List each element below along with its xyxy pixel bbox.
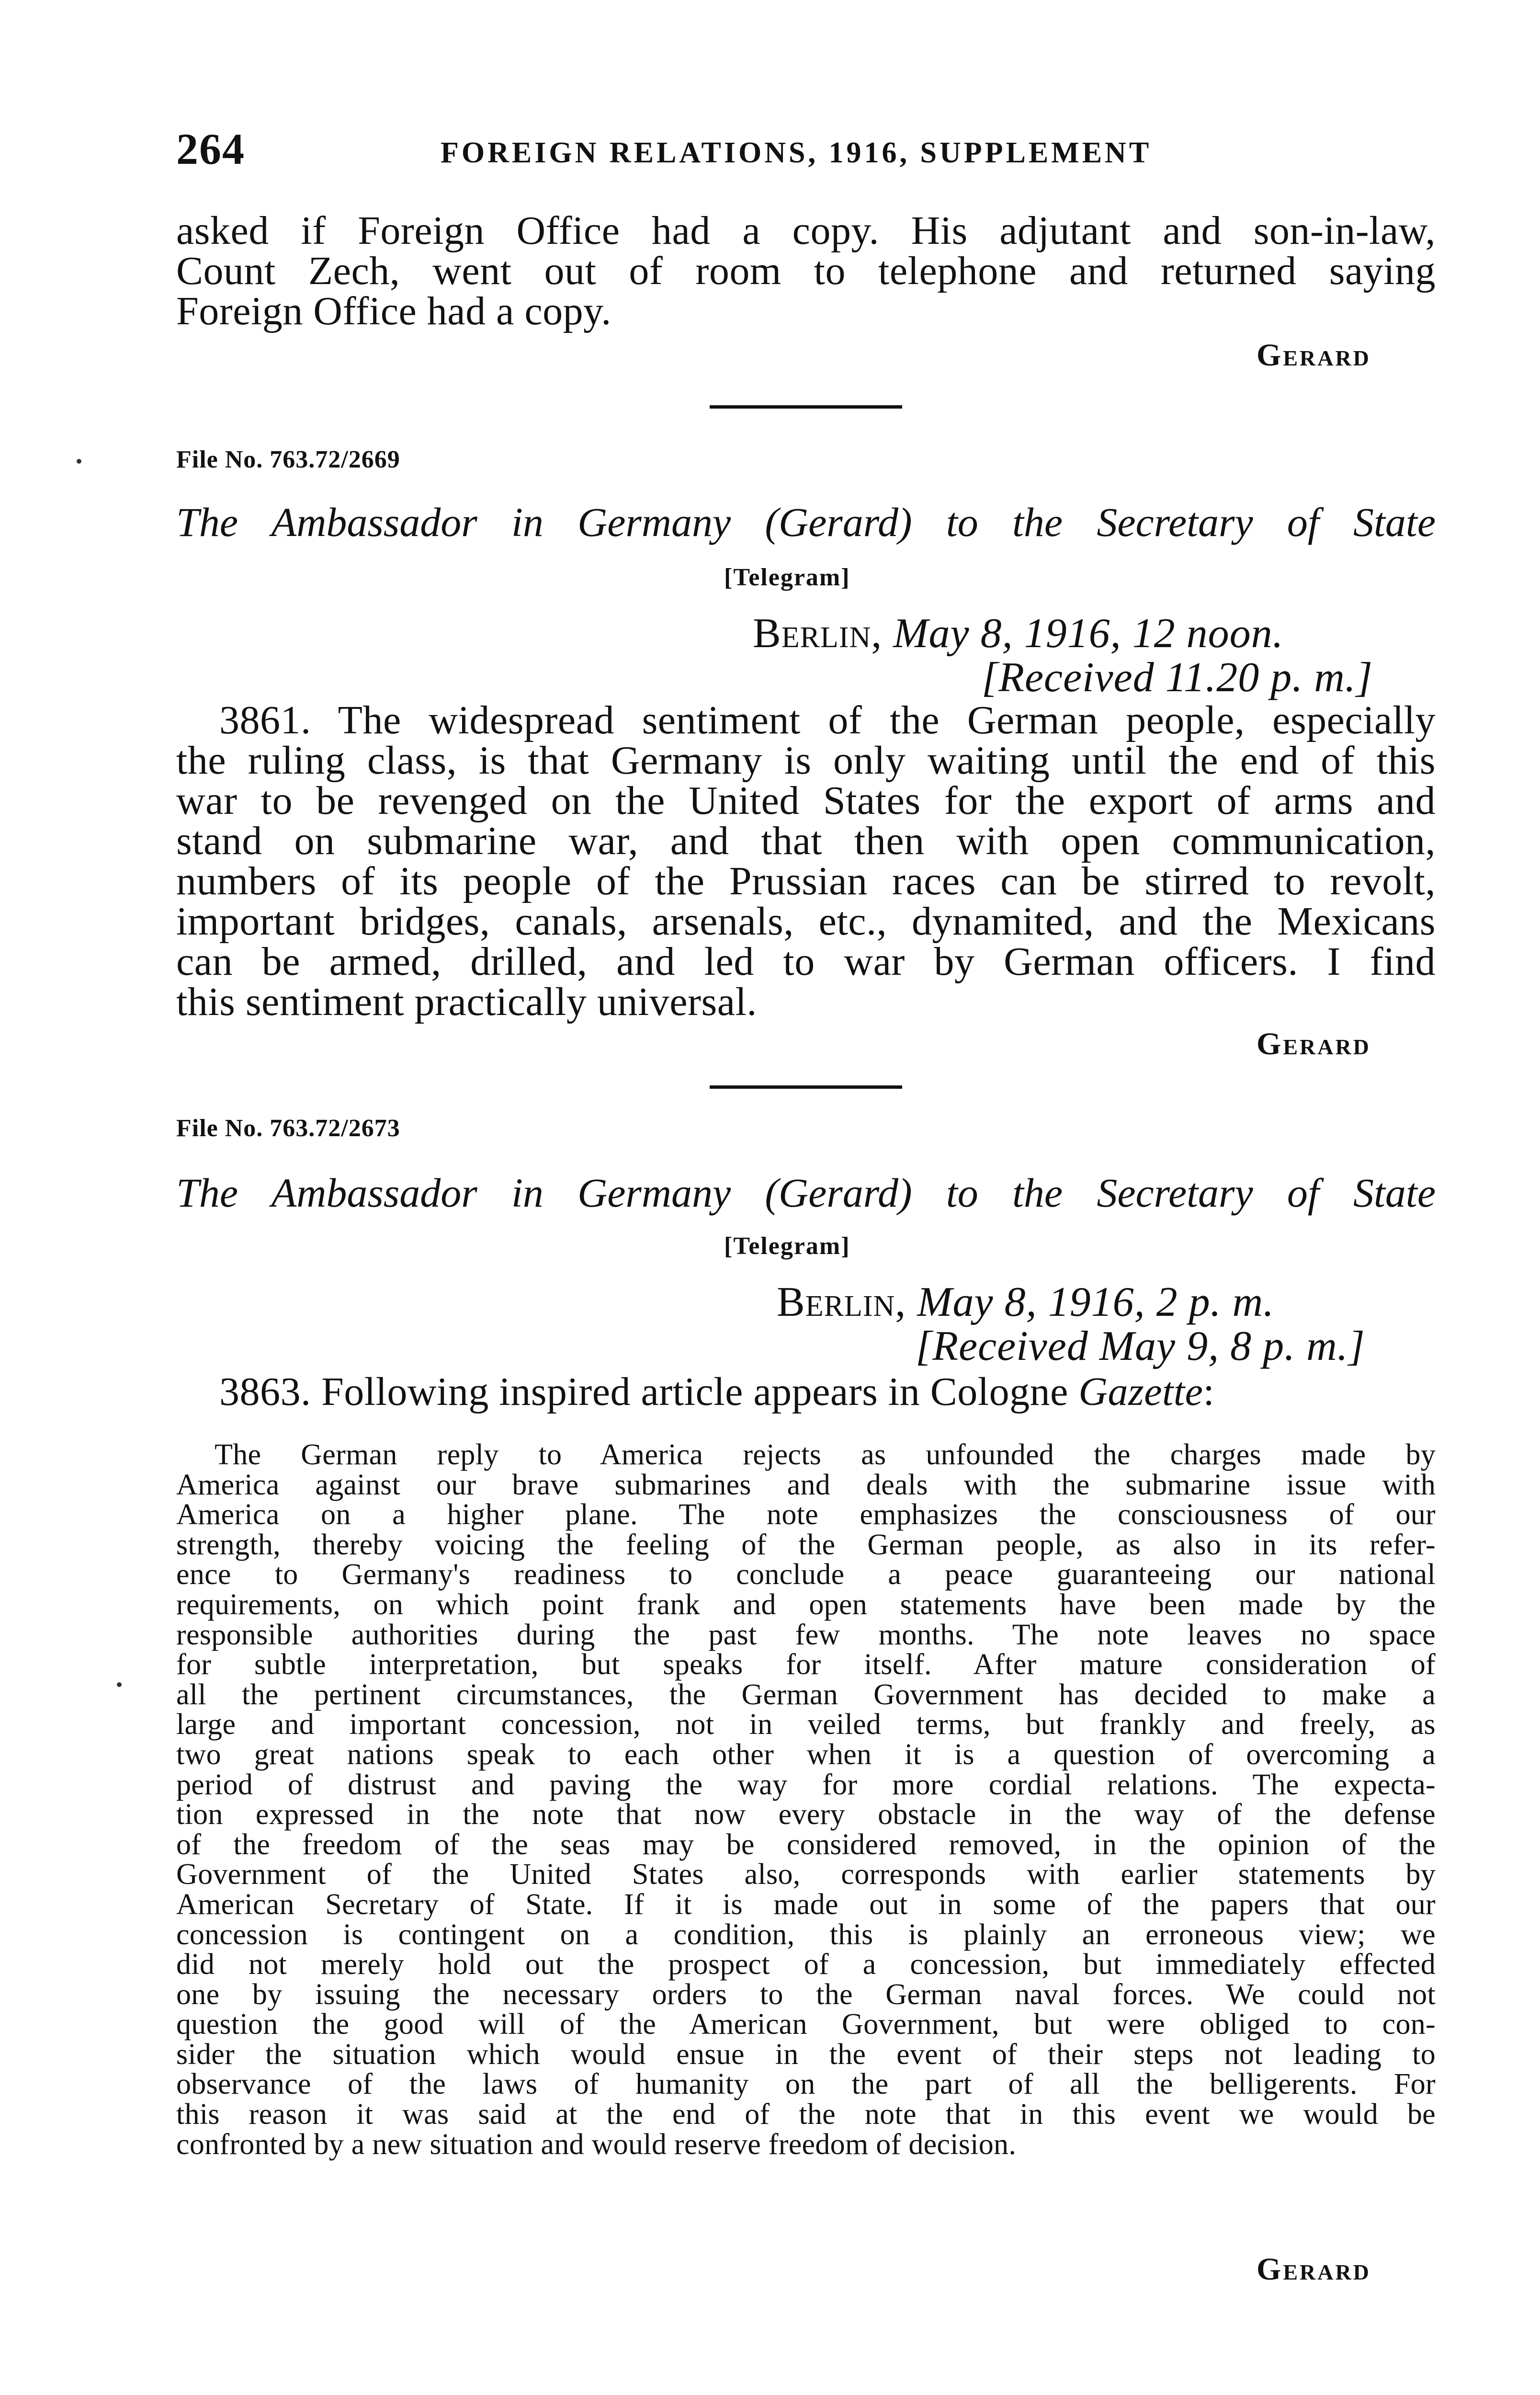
quote-line: The German reply to America rejects as unfounded the charges made by	[215, 1438, 1436, 1471]
dateline-city: Berlin,	[753, 610, 883, 657]
body-line: important bridges, canals, arsenals, etc., dynamited, and the Mexicans	[176, 899, 1436, 944]
margin-mark	[117, 1682, 122, 1687]
quote-line: American Secretary of State. If it is made out in some of the papers that our	[176, 1888, 1436, 1921]
intro-punctuation: :	[1203, 1369, 1215, 1414]
quote-line: Government of the United States also, corresponds with earlier statements by	[176, 1858, 1436, 1891]
margin-mark	[77, 459, 81, 464]
section-divider	[710, 405, 902, 409]
quote-line: two great nations speak to each other when it is a question of overcoming a	[176, 1738, 1436, 1771]
signature: Gerard	[1257, 1026, 1371, 1061]
quote-line: confronted by a new situation and would reserve freedom of decision.	[176, 2128, 1017, 2161]
continuation-line: Foreign Office had a copy.	[176, 289, 611, 333]
body-line: stand on submarine war, and that then with open communication,	[176, 819, 1436, 863]
document-title: The Ambassador in Germany (Gerard) to the Secretary of State	[176, 1170, 1436, 1216]
quote-line: requirements, on which point frank and open statements have been made by the	[176, 1588, 1436, 1621]
quote-line: strength, thereby voicing the feeling of the German people, as also in its refer-	[176, 1528, 1436, 1561]
file-number: File No. 763.72/2673	[176, 1115, 400, 1142]
quote-line: observance of the laws of humanity on the part of all the belligerents. For	[176, 2068, 1436, 2101]
quote-line: sider the situation which would ensue in the event of their steps not leading to	[176, 2038, 1436, 2071]
quote-line: did not merely hold out the prospect of a concession, but immediately effected	[176, 1948, 1436, 1981]
dateline	[753, 609, 1284, 658]
continuation-line: asked if Foreign Office had a copy. His adjutant and son-in-law,	[176, 208, 1436, 253]
document-title: The Ambassador in Germany (Gerard) to the Secretary of State	[176, 499, 1436, 545]
body-line: this sentiment practically universal.	[176, 980, 757, 1024]
signature: Gerard	[1257, 338, 1371, 373]
file-number: File No. 763.72/2669	[176, 446, 400, 473]
running-head: FOREIGN RELATIONS, 1916, SUPPLEMENT	[441, 137, 1152, 169]
continuation-line: Count Zech, went out of room to telephone and returned saying	[176, 249, 1436, 293]
body-line: numbers of its people of the Prussian races can be stirred to revolt,	[176, 859, 1436, 903]
quote-line: concession is contingent on a condition, this is plainly an erroneous view; we	[176, 1918, 1436, 1951]
article-intro	[219, 1369, 1215, 1414]
body-line: 3861. The widespread sentiment of the German people, especially	[219, 698, 1436, 742]
quote-line: tion expressed in the note that now every obstacle in the way of the defense	[176, 1798, 1436, 1831]
page-number: 264	[176, 125, 245, 173]
body-line: the ruling class, is that Germany is only waiting until the end of this	[176, 738, 1436, 783]
received-note: [Received May 9, 8 p. m.]	[916, 1323, 1365, 1369]
received-note: [Received 11.20 p. m.]	[982, 654, 1373, 701]
dateline-date: May 8, 1916, 12 noon.	[893, 610, 1284, 657]
body-line: war to be revenged on the United States for the export of arms and	[176, 778, 1436, 823]
dateline-date: May 8, 1916, 2 p. m.	[917, 1279, 1275, 1325]
quote-line: one by issuing the necessary orders to the German naval forces. We could not	[176, 1978, 1436, 2011]
quote-line: large and important concession, not in veiled terms, but frankly and freely, as	[176, 1708, 1436, 1741]
intro-text: 3863. Following inspired article appears in Cologne	[219, 1369, 1068, 1414]
dateline	[777, 1278, 1274, 1326]
quote-line: America against our brave submarines and deals with the submarine issue with	[176, 1468, 1436, 1501]
quote-line: question the good will of the American Government, but were obliged to con-	[176, 2008, 1436, 2041]
telegram-body	[176, 700, 1436, 1022]
telegram-label: [Telegram]	[724, 564, 850, 591]
quoted-article	[176, 1440, 1436, 2159]
intro-publication: Gazette	[1078, 1369, 1203, 1414]
quote-line: period of distrust and paving the way for more cordial relations. The expecta-	[176, 1768, 1436, 1801]
quote-line: America on a higher plane. The note emphasizes the consciousness of our	[176, 1498, 1436, 1531]
quote-line: ence to Germany's readiness to conclude a peace guaranteeing our national	[176, 1558, 1436, 1591]
body-line: can be armed, drilled, and led to war by German officers. I find	[176, 939, 1436, 984]
quote-line: of the freedom of the seas may be considered removed, in the opinion of the	[176, 1828, 1436, 1861]
quote-line: all the pertinent circumstances, the German Government has decided to make a	[176, 1678, 1436, 1711]
quote-line: this reason it was said at the end of the note that in this event we would be	[176, 2098, 1436, 2131]
signature: Gerard	[1257, 2252, 1371, 2287]
section-divider	[710, 1085, 902, 1089]
quote-line: for subtle interpretation, but speaks for itself. After mature consideration of	[176, 1648, 1436, 1681]
continuation-paragraph	[176, 208, 1436, 333]
quote-line: responsible authorities during the past few months. The note leaves no space	[176, 1618, 1436, 1651]
telegram-label: [Telegram]	[724, 1232, 850, 1260]
dateline-city: Berlin,	[777, 1279, 906, 1325]
